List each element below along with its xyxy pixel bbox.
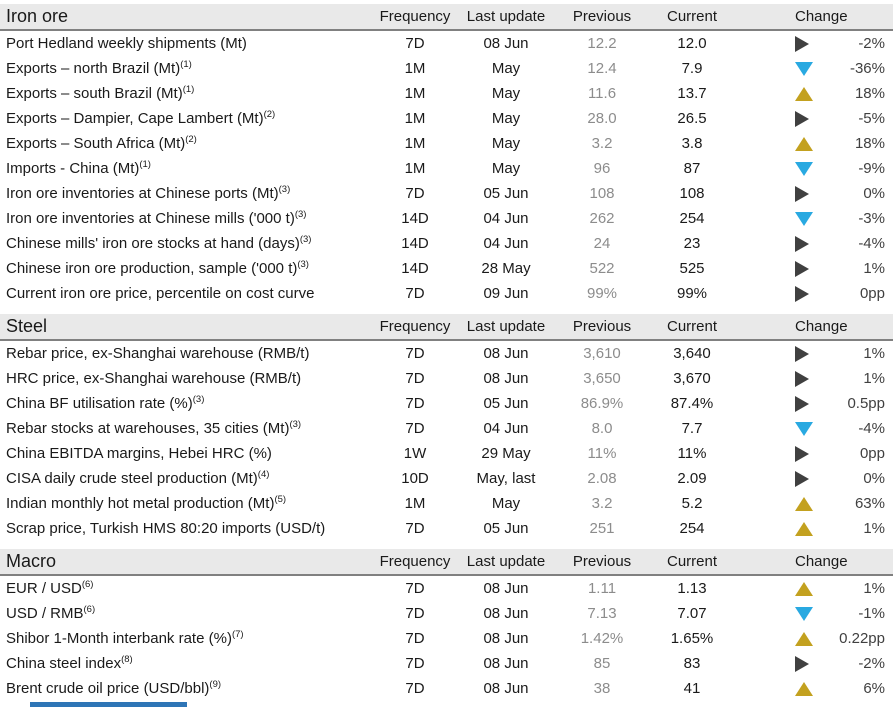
footnote-marker: (3) [192,394,205,405]
down-arrow-icon [795,162,813,176]
change-cell [737,370,893,387]
current-value: 5.2 [681,495,703,512]
frequency-value: 10D [401,470,429,487]
table-row [0,576,893,601]
indicator-name: Rebar stocks at warehouses, 35 cities $(Mt)^{(3)}$ [6,419,302,437]
section-rows [0,576,893,701]
change-value: 18% [854,85,885,102]
frequency-value: 7D [405,395,425,412]
table-row [0,416,893,441]
indicator-name: China steel index$^{(8)}$ [6,654,133,672]
previous-value: 11% [587,445,617,462]
frequency-value: 1M [404,110,426,127]
change-cell [737,210,893,227]
change-value: -2% [858,655,885,672]
right-arrow-icon [795,236,809,252]
table-row [0,281,893,306]
change-value: -4% [858,420,885,437]
indicator-section [0,4,893,306]
section-rows [0,341,893,541]
previous-value: 1.42% [580,630,624,647]
right-arrow-icon [795,446,809,462]
current-value: 1.13 [677,580,707,597]
down-arrow-icon [795,62,813,76]
change-value: 0pp [859,445,885,462]
table-row [0,256,893,281]
footnote-marker: (5) [274,494,287,505]
change-value: 0pp [859,285,885,302]
current-value: 12.0 [677,35,707,52]
table-row [0,131,893,156]
right-arrow-icon [795,36,809,52]
change-value: 0.22pp [839,630,885,647]
frequency-value: 7D [405,605,425,622]
frequency-value: 7D [405,285,425,302]
up-arrow-icon [795,87,813,101]
indicator-name: Exports – north Brazil $(Mt)^{(1)}$ [6,59,192,77]
change-cell [737,520,893,537]
indicator-name: CISA daily crude steel production $(Mt)^{(4)}$ [6,469,270,487]
footnote-marker: (1) [182,84,195,95]
change-cell [737,420,893,437]
section-header-row [0,549,893,576]
current-value: 13.7 [677,85,707,102]
indicator-name: HRC price, ex-Shanghai warehouse (RMB/t) [6,370,302,387]
footnote-marker: (1) [139,159,151,170]
change-cell [737,605,893,622]
indicator-name: Current iron ore price, percentile on cost curve [6,285,315,302]
change-cell [737,655,893,672]
last-update-value: May [491,110,521,127]
footnote-marker: (3) [297,259,309,270]
change-cell [737,470,893,487]
change-value: 1% [863,370,885,387]
change-cell [737,60,893,77]
indicator-section [0,314,893,541]
footnote-marker: (3) [289,419,302,430]
table-row [0,181,893,206]
previous-value: 28.0 [587,110,617,127]
table-row [0,441,893,466]
change-value: 1% [863,580,885,597]
up-arrow-icon [795,137,813,151]
footnote-marker: (3) [299,234,312,245]
table-row [0,156,893,181]
last-update-value: 09 Jun [483,285,529,302]
change-value: 0% [863,470,885,487]
section-header-row [0,4,893,31]
up-arrow-icon [795,582,813,596]
right-arrow-icon [795,471,809,487]
table-row [0,626,893,651]
last-update-value: 08 Jun [483,345,529,362]
frequency-value: 7D [405,655,425,672]
column-header-frequency: Frequency [379,318,451,335]
change-value: -2% [858,35,885,52]
frequency-value: 1M [404,495,426,512]
change-value: 6% [863,680,885,697]
last-update-value: May, last [476,470,536,487]
frequency-value: 7D [405,520,425,537]
column-header-current: Current [666,318,718,335]
previous-value: 251 [589,520,615,537]
change-cell [737,260,893,277]
frequency-value: 7D [405,580,425,597]
last-update-value: May [491,160,521,177]
previous-value: 262 [589,210,615,227]
footnote-marker: (3) [278,184,291,195]
right-arrow-icon [795,186,809,202]
last-update-value: 05 Jun [483,520,529,537]
current-value: 11% [677,445,707,462]
footnote-marker: (1) [180,59,192,70]
current-value: 7.9 [681,60,703,77]
current-value: 7.07 [677,605,707,622]
frequency-value: 7D [405,185,425,202]
last-update-value: 04 Jun [483,235,529,252]
right-arrow-icon [795,656,809,672]
footnote-marker: (3) [294,209,307,220]
last-update-value: 08 Jun [483,370,529,387]
footnote-marker: (2) [185,134,197,145]
last-update-value: May [491,495,521,512]
change-value: -9% [858,160,885,177]
down-arrow-icon [795,422,813,436]
section-title: Iron ore [6,6,69,26]
current-value: 99% [676,285,708,302]
change-cell [737,345,893,362]
frequency-value: 7D [405,35,425,52]
table-row [0,516,893,541]
last-update-value: 08 Jun [483,680,529,697]
previous-value: 99% [586,285,618,302]
change-cell [737,495,893,512]
table-row [0,206,893,231]
indicator-name: Exports – Dampier, Cape Lambert $(Mt)^{(2)}$ [6,109,276,127]
previous-value: 2.08 [587,470,617,487]
right-arrow-icon [795,261,809,277]
indicator-name: Brent crude oil price $(USD/bbl)^{(9)}$ [6,679,222,697]
column-header-frequency: Frequency [379,553,451,570]
column-header-current: Current [666,553,718,570]
change-value: 63% [854,495,885,512]
indicator-name: EUR / USD$^{(6)}$ [6,579,94,597]
last-update-value: 08 Jun [483,35,529,52]
previous-value: 3,650 [583,370,621,387]
current-value: 83 [683,655,701,672]
table-row [0,56,893,81]
frequency-value: 1M [404,60,426,77]
previous-value: 85 [593,655,611,672]
change-value: 1% [863,520,885,537]
change-value: 1% [863,345,885,362]
indicator-name: Indian monthly hot metal production $(Mt)^{(5)}$ [6,494,287,512]
previous-value: 12.4 [587,60,617,77]
frequency-value: 14D [401,235,429,252]
frequency-value: 1M [404,85,426,102]
current-value: 2.09 [677,470,707,487]
previous-value: 3,610 [583,345,621,362]
frequency-value: 14D [401,260,429,277]
current-value: 1.65% [670,630,714,647]
change-cell [737,580,893,597]
column-header-frequency: Frequency [379,8,451,25]
column-header-previous: Previous [572,318,632,335]
change-cell [737,395,893,412]
current-value: 87 [683,160,701,177]
table-row [0,466,893,491]
column-header-change: Change [795,8,848,25]
change-value: 1% [863,260,885,277]
current-value: 254 [679,520,705,537]
change-cell [737,85,893,102]
change-value: -3% [858,210,885,227]
last-update-value: 08 Jun [483,655,529,672]
change-value: -5% [858,110,885,127]
previous-value: 1.11 [587,580,617,597]
right-arrow-icon [795,396,809,412]
previous-value: 38 [593,680,611,697]
current-value: 254 [679,210,705,227]
table-row [0,31,893,56]
frequency-value: 7D [405,630,425,647]
indicator-name: Rebar price, ex-Shanghai warehouse (RMB/t) [6,345,310,362]
footnote-marker: (6) [81,579,94,590]
table-row [0,391,893,416]
change-cell [737,630,893,647]
indicator-name: Chinese iron ore production, sample ('000 t)$^{(3)}$ [6,259,309,277]
section-rows [0,31,893,306]
indicator-name: Scrap price, Turkish HMS 80:20 imports (USD/t) [6,520,326,537]
current-value: 3,670 [673,370,711,387]
down-arrow-icon [795,607,813,621]
change-cell [737,110,893,127]
previous-value: 522 [589,260,615,277]
right-arrow-icon [795,286,809,302]
last-update-value: 04 Jun [483,210,529,227]
up-arrow-icon [795,682,813,696]
last-update-value: 04 Jun [483,420,529,437]
table-row [0,676,893,701]
current-value: 3.8 [681,135,703,152]
previous-value: 7.13 [587,605,617,622]
previous-value: 108 [589,185,615,202]
change-cell [737,680,893,697]
section-title: Steel [6,316,48,336]
up-arrow-icon [795,522,813,536]
change-value: 0% [863,185,885,202]
frequency-value: 7D [405,345,425,362]
up-arrow-icon [795,497,813,511]
previous-value: 3.2 [591,135,613,152]
table-row [0,341,893,366]
frequency-value: 7D [405,680,425,697]
frequency-value: 7D [405,420,425,437]
last-update-value: 05 Jun [483,185,529,202]
column-header-previous: Previous [572,8,632,25]
footnote-marker: (6) [83,604,96,615]
current-value: 108 [679,185,705,202]
table-row [0,366,893,391]
indicator-name: Iron ore inventories at Chinese ports $(Mt)^{(3)}$ [6,184,291,202]
indicator-name: Exports – South Africa $(Mt)^{(2)}$ [6,134,197,152]
right-arrow-icon [795,371,809,387]
table-row [0,491,893,516]
down-arrow-icon [795,212,813,226]
table-row [0,651,893,676]
change-value: -1% [858,605,885,622]
indicator-name: Port Hedland weekly shipments (Mt) [6,35,247,52]
indicator-name: Shibor 1-Month interbank rate (%)$^{(7)}$ [6,629,244,647]
frequency-value: 7D [405,370,425,387]
indicator-name: Iron ore inventories at Chinese mills ('000 t)$^{(3)}$ [6,209,307,227]
previous-value: 11.6 [587,85,617,102]
table-row [0,106,893,131]
frequency-value: 1M [404,160,426,177]
right-arrow-icon [795,346,809,362]
footnote-marker: (7) [231,629,244,640]
previous-value: 86.9% [580,395,624,412]
previous-value: 8.0 [591,420,613,437]
cutoff-blue-bar [30,702,187,707]
section-header-row [0,314,893,341]
change-value: 18% [854,135,885,152]
indicator-name: China EBITDA margins, Hebei HRC (%) [6,445,272,462]
current-value: 87.4% [670,395,714,412]
change-cell [737,445,893,462]
column-header-change: Change [795,553,848,570]
footnote-marker: (2) [263,109,276,120]
right-arrow-icon [795,111,809,127]
table-row [0,81,893,106]
current-value: 41 [683,680,701,697]
previous-value: 3.2 [591,495,613,512]
change-cell [737,35,893,52]
current-value: 23 [683,235,701,252]
current-value: 525 [679,260,705,277]
frequency-value: 14D [401,210,429,227]
current-value: 7.7 [681,420,703,437]
column-header-change: Change [795,318,848,335]
column-header-last-update: Last update [466,8,546,25]
last-update-value: May [491,135,521,152]
current-value: 3,640 [673,345,711,362]
column-header-previous: Previous [572,553,632,570]
footnote-marker: (9) [209,679,222,690]
change-value: -4% [858,235,885,252]
footnote-marker: (8) [121,654,133,665]
change-value: 0.5pp [847,395,885,412]
change-cell [737,135,893,152]
section-title: Macro [6,551,57,571]
last-update-value: 08 Jun [483,630,529,647]
table-row [0,231,893,256]
change-value: -36% [849,60,885,77]
indicator-name: Exports – south Brazil $(Mt)^{(1)}$ [6,84,195,102]
change-cell [737,185,893,202]
frequency-value: 1M [404,135,426,152]
last-update-value: May [491,60,521,77]
last-update-value: 29 May [481,445,531,462]
column-header-last-update: Last update [466,553,546,570]
change-cell [737,235,893,252]
last-update-value: 08 Jun [483,580,529,597]
indicator-name: China BF utilisation rate (%)$^{(3)}$ [6,394,205,412]
previous-value: 12.2 [587,35,617,52]
up-arrow-icon [795,632,813,646]
change-cell [737,285,893,302]
previous-value: 24 [593,235,611,252]
last-update-value: 05 Jun [483,395,529,412]
indicator-name: Chinese mills' iron ore stocks at hand (days)$^{(3)}$ [6,234,312,252]
indicator-name: Imports - China $(Mt)^{(1)}$ [6,159,151,177]
change-cell [737,160,893,177]
last-update-value: 28 May [481,260,531,277]
footnote-marker: (4) [257,469,270,480]
column-header-last-update: Last update [466,318,546,335]
frequency-value: 1W [403,445,427,462]
table-row [0,601,893,626]
current-value: 26.5 [677,110,707,127]
last-update-value: May [491,85,521,102]
last-update-value: 08 Jun [483,605,529,622]
column-header-current: Current [666,8,718,25]
previous-value: 96 [593,160,611,177]
indicator-section [0,549,893,701]
indicator-name: USD / RMB$^{(6)}$ [6,604,96,622]
